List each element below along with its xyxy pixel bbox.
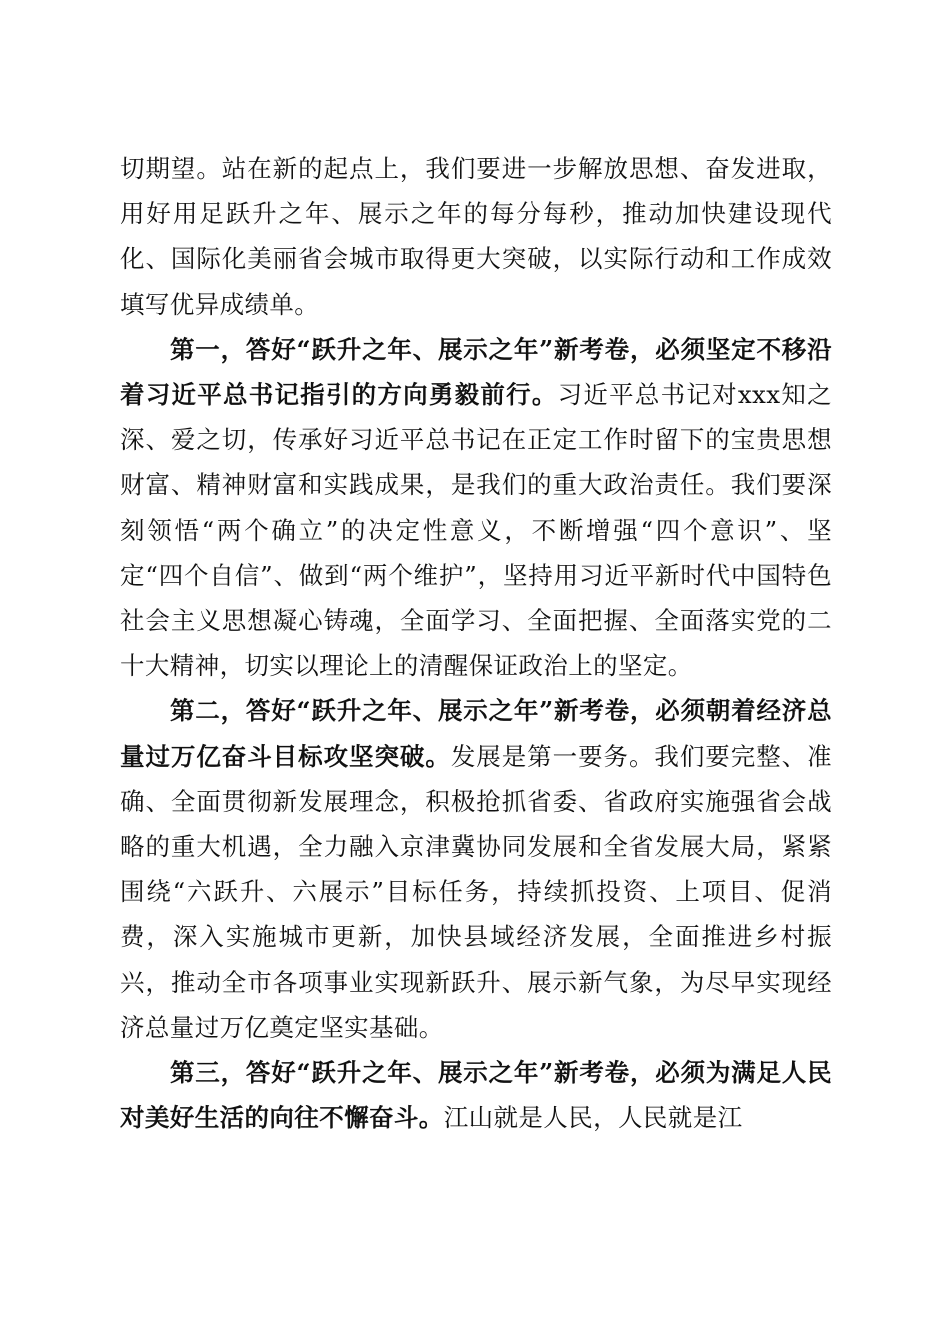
paragraph-text: 江山就是人民，人民就是江 [443,1103,743,1133]
paragraph-heading: 第二，答好“跃升之年、展示之年”新考卷，必须朝着经济总量过万亿奋斗目标攻坚突破。 [120,696,832,771]
paragraph-second-point [120,688,832,1050]
paragraph-first-point [120,327,832,689]
paragraph-third-point [120,1050,832,1140]
paragraph-heading: 第三，答好“跃升之年、展示之年”新考卷，必须为满足人民对美好生活的向往不懈奋斗。 [120,1058,832,1133]
paragraph-text: 切期望。站在新的起点上，我们要进一步解放思想、奋发进取，用好用足跃升之年、展示之年的每分每秒，推动加快建设现代化、国际化美丽省会城市取得更大突破，以实际行动和工作成效填写优异成绩单。 [120,154,832,319]
paragraph-text: 发展是第一要务。我们要完整、准确、全面贯彻新发展理念，积极抢抓省委、省政府实施强省会战略的重大机遇，全力融入京津冀协同发展和全省发展大局，紧紧围绕“六跃升、六展示”目标任务，持续抓投资、上项目、促消费，深入实施城市更新，加快县域经济发展，全面推进乡村振兴，推动全市各项事业实现新跃升、展示新气象，为尽早实现经济总量过万亿奠定坚实基础。 [120,741,832,1042]
paragraph-text: 习近平总书记对xxx知之深、爱之切，传承好习近平总书记在正定工作时留下的宝贵思想财富、精神财富和实践成果，是我们的重大政治责任。我们要深刻领悟“两个确立”的决定性意义，不断增强“四个意识”、坚定“四个自信”、做到“两个维护”，坚持用习近平新时代中国特色社会主义思想凝心铸魂，全面学习、全面把握、全面落实党的二十大精神，切实以理论上的清醒保证政治上的坚定。 [120,380,832,681]
paragraph-intro [120,146,832,327]
paragraph-heading: 第一，答好“跃升之年、展示之年”新考卷，必须坚定不移沿着习近平总书记指引的方向勇毅前行。 [120,334,832,410]
document-body [120,146,832,1140]
